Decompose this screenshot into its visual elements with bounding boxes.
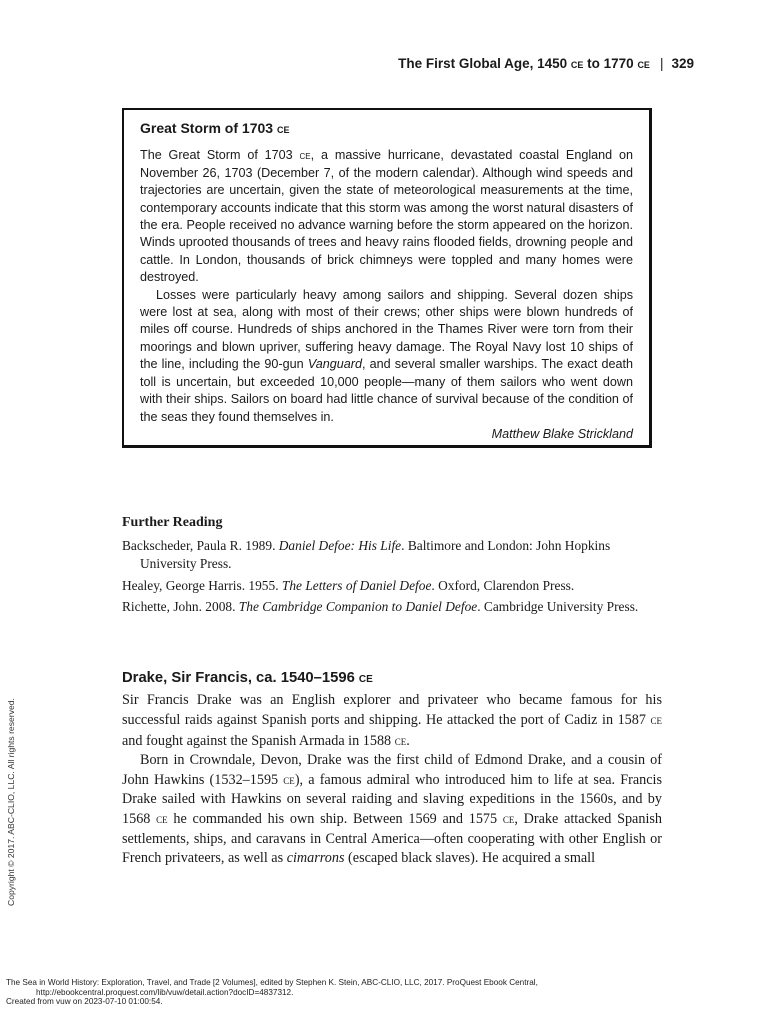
sidebar-box [122, 108, 652, 448]
reference-item: Backscheder, Paula R. 1989. Daniel Defoe: His Life. Baltimore and London: John Hopkins University Press. [122, 537, 611, 572]
article-paragraph-2: Born in Crowndale, Devon, Drake was the first child of Edmond Drake, and a cousin of John Hawkins (1532–1595 ce), a famous admiral who introduced him to life at sea. Francis Drake sailed with Hawkins on several raiding and slaving expeditions in the 1560s, and by 1568 ce he commanded his own ship. Between 1569 and 1575 ce, Drake attacked Spanish settlements, ships, and caravans in Central America—often cooperating with other English or French privateers, as well as cimarrons (escaped black slaves). He acquired a small [122, 751, 663, 866]
sidebar-author: Matthew Blake Strickland [491, 426, 633, 441]
page-footer [6, 978, 746, 1007]
article-paragraph-1: Sir Francis Drake was an English explorer and privateer who became famous for his successful raids against Spanish ports and shipping. He attacked the port of Cadiz in 1587 ce and fought against the Spanish Armada in 1588 ce. [122, 692, 662, 749]
sidebar-paragraph-2: Losses were particularly heavy among sailors and shipping. Several dozen ships were lost at sea, along with most of their crews; other ships were blown hundreds of miles off course. Hundreds of ships anchored in the Thames River were torn from their moorings and blown upriver, suffering heavy damage. The Royal Navy lost 10 ships of the line, including the 90-gun Vanguard, and several smaller warships. The exact death toll is uncertain, but exceeded 10,000 people—many of them sailors who went down with their ships. Sailors on board had little chance of survival because of the condition of the seas they found themselves in. [140, 287, 634, 424]
reference-item: Richette, John. 2008. The Cambridge Companion to Daniel Defoe. Cambridge University Press. [122, 599, 639, 615]
further-reading [122, 514, 662, 620]
header-separator: | [659, 56, 664, 71]
further-reading-heading: Further Reading [122, 515, 223, 530]
sidebar-title: Great Storm of 1703 ce [140, 120, 290, 136]
footer-link[interactable]: http://ebookcentral.proquest.com/lib/vuw/detail.action?docID=4837312. [36, 987, 294, 997]
running-title: The First Global Age, 1450 ce to 1770 ce [398, 56, 650, 71]
reference-item: Healey, George Harris. 1955. The Letters of Daniel Defoe. Oxford, Clarendon Press. [122, 577, 575, 593]
article-drake [122, 668, 662, 868]
copyright-notice: Copyright © 2017. ABC-CLIO, LLC. All rights reserved. [6, 698, 16, 906]
article-title: Drake, Sir Francis, ca. 1540–1596 ce [122, 669, 373, 686]
page-number: 329 [671, 56, 694, 71]
footer-created: Created from vuw on 2023-07-10 01:00:54. [6, 997, 163, 1007]
sidebar-paragraph-1: The Great Storm of 1703 ce, a massive hurricane, devastated coastal England on November 26, 1703 (December 7, of the modern calendar). Although wind speeds and trajectories are uncertain, given the state of meteorological measurements at the time, contemporary accounts indicate that this storm was among the worst natural disasters of the era. People received no advance warning before the storm appeared on the horizon. Winds uprooted thousands of trees and heavy rains flooded fields, drowning people and cattle. In London, thousands of brick chimneys were toppled and many homes were destroyed. [140, 148, 633, 285]
footer-citation: The Sea in World History: Exploration, Travel, and Trade [2 Volumes], edited by Stephen K. Stein, ABC-CLIO, LLC, 2017. ProQuest Ebook Central, [6, 978, 538, 987]
running-header [398, 56, 694, 71]
